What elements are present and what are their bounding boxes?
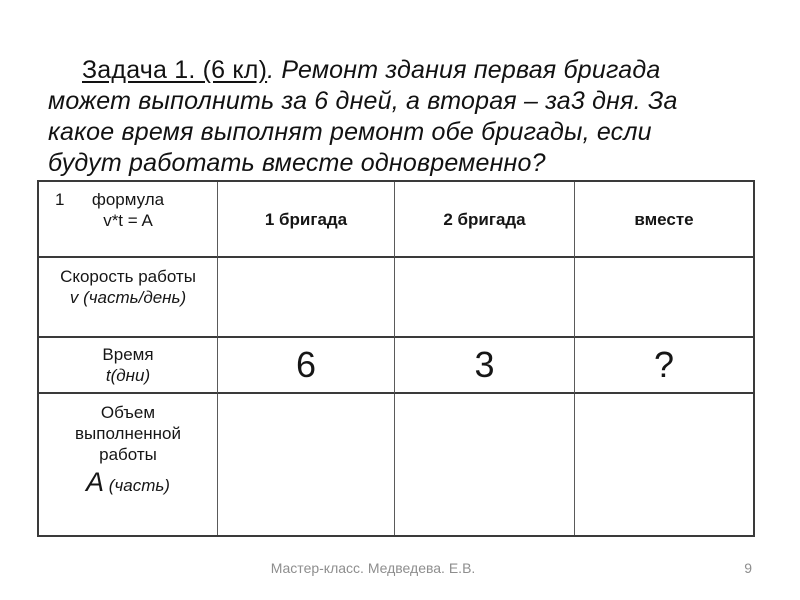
volume-cell-together [575, 394, 753, 535]
problem-heading: Задача 1. (6 кл) [82, 56, 268, 84]
volume-cell-brigade-2 [395, 394, 575, 535]
volume-letter-line [86, 469, 170, 496]
speed-cell-brigade-2 [395, 258, 575, 338]
column-header-brigade-2: 2 бригада [395, 182, 575, 258]
volume-letter: А [86, 467, 105, 497]
time-cell-brigade-2: 3 [395, 338, 575, 394]
speed-title: Скорость работы [60, 267, 196, 286]
volume-title: Объем выполненной работы [74, 403, 182, 464]
corner-number: 1 [55, 190, 65, 209]
problem-title [48, 55, 716, 179]
problem-body-text: . Ремонт здания первая бригада может выполнить за 6 дней, а вторая – за3 дня. За какое время выполнят ремонт обе бригады, если будут работать вместе одновременно? [48, 56, 678, 177]
row-label-speed [39, 258, 218, 338]
corner-formula: v*t = A [103, 211, 153, 230]
corner-word: формула [91, 190, 165, 209]
page-number: 9 [744, 560, 752, 576]
time-title: Время [102, 345, 154, 364]
volume-unit: (часть) [108, 476, 170, 495]
row-label-volume [39, 394, 218, 535]
volume-cell-brigade-1 [218, 394, 395, 535]
problem-table [37, 180, 755, 537]
speed-unit: v (часть/день) [69, 288, 187, 307]
column-header-brigade-1: 1 бригада [218, 182, 395, 258]
column-header-together: вместе [575, 182, 753, 258]
time-cell-brigade-1: 6 [218, 338, 395, 394]
table-corner-cell [39, 182, 218, 258]
time-unit: t(дни) [105, 366, 151, 385]
footer-credit: Мастер-класс. Медведева. Е.В. [270, 560, 476, 576]
time-cell-together: ? [575, 338, 753, 394]
speed-cell-together [575, 258, 753, 338]
row-label-time [39, 338, 218, 394]
speed-cell-brigade-1 [218, 258, 395, 338]
